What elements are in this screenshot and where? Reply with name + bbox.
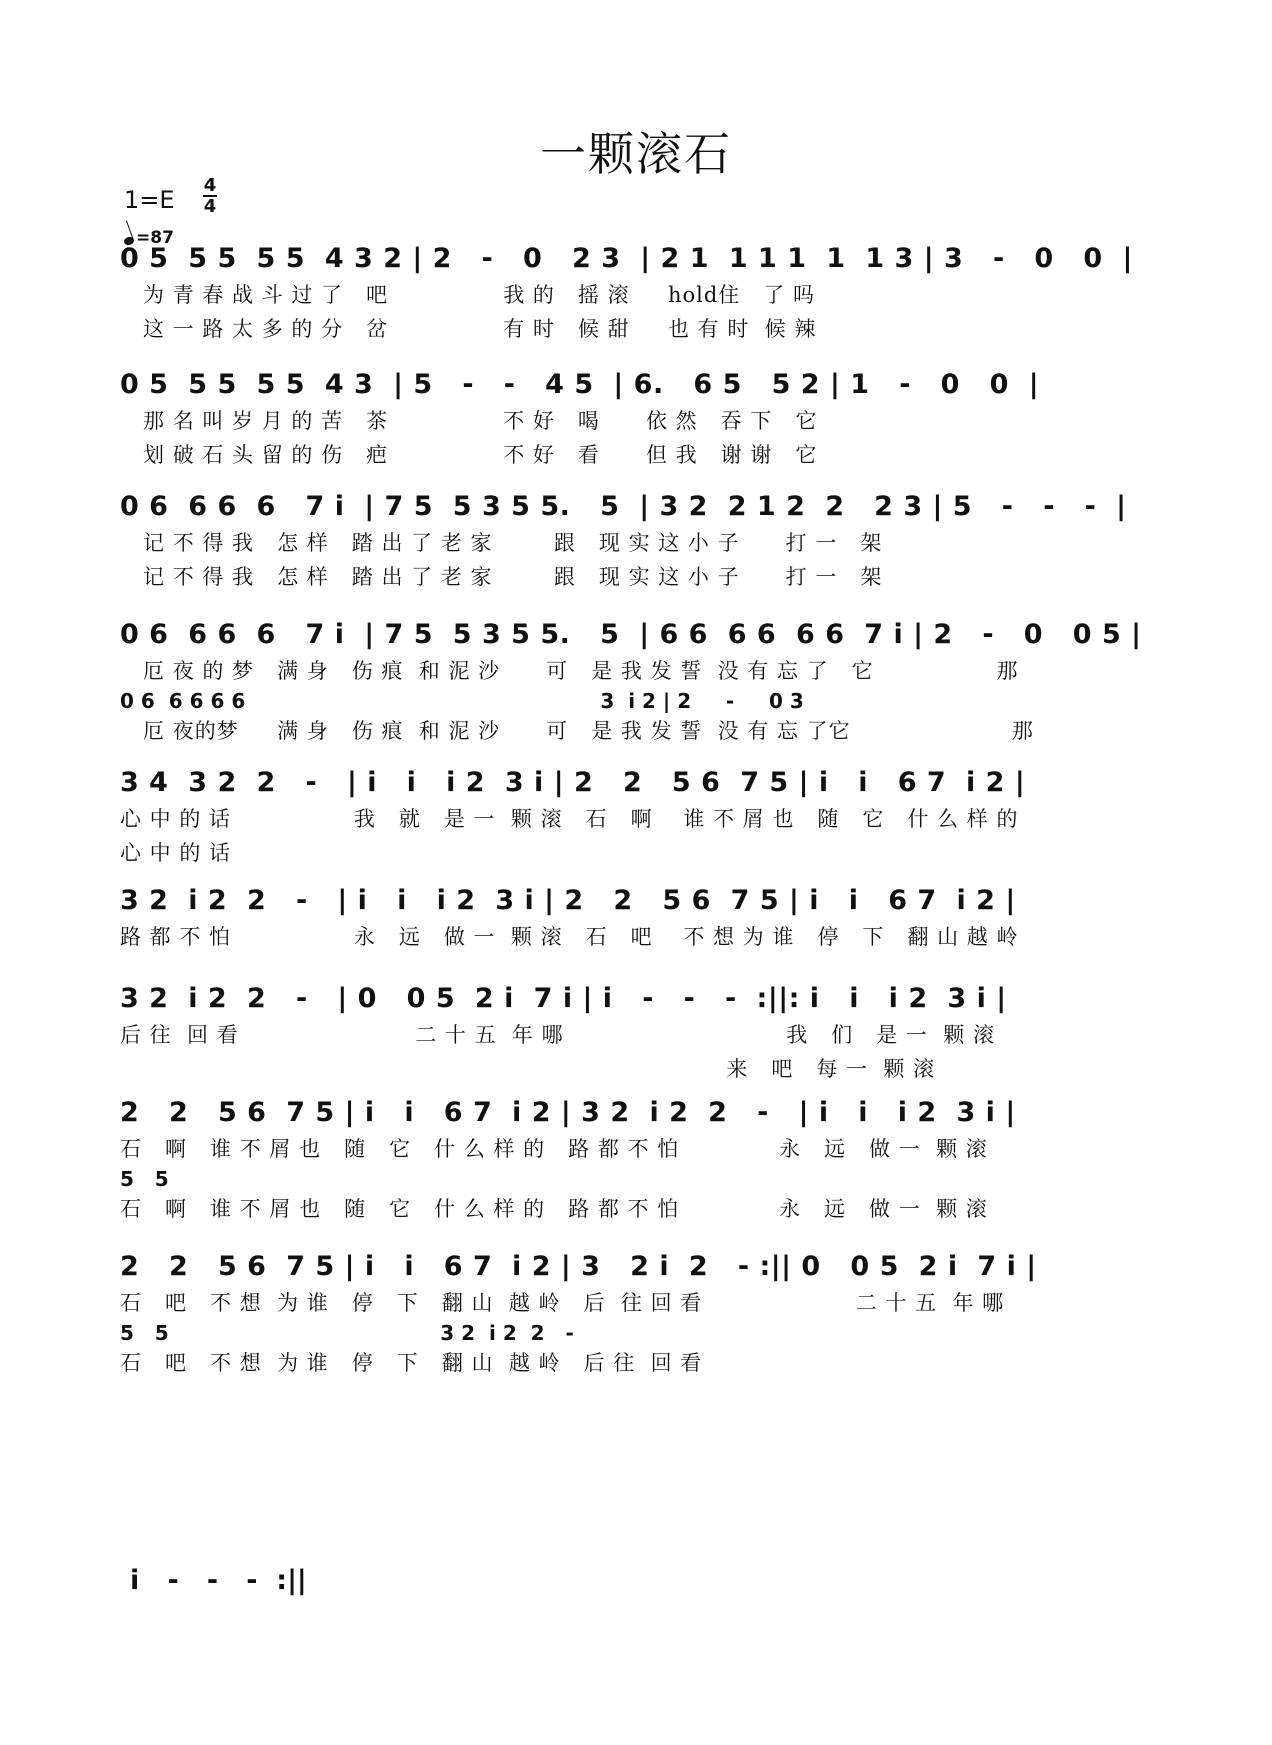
time-signature [200, 176, 220, 216]
lyric-verse-1: 后 往 回 看 二 十 五 年 哪 我 们 是 一 颗 滚 [120, 1023, 995, 1047]
lyric-verse-1: 石 吧 不 想 为 谁 停 下 翻 山 越 岭 后 往 回 看 二 十 五 年 哪 [120, 1291, 1005, 1315]
notes-line: 0 5 5 5 5 5 4 3 2 | 2 - 0 2 3 | 2 1 1 1 1 1 1 3 | 3 - 0 0 | [120, 243, 1133, 274]
alt-notes-line: 5 5 [120, 1167, 169, 1191]
lyric-verse-2: 心 中 的 话 [120, 841, 232, 865]
lyric-verse-2: 这 一 路 太 多 的 分 岔 有 时 候 甜 也 有 时 候 辣 [120, 317, 817, 341]
lyric-alt: 石 啊 谁 不 屑 也 随 它 什 么 样 的 路 都 不 怕 永 远 做 一 颗 滚 [120, 1197, 988, 1221]
system-4 [120, 616, 1160, 748]
lyric-verse-1: 记 不 得 我 怎 样 踏 出 了 老 家 跟 现 实 这 小 子 打 一 架 [120, 531, 883, 555]
notes-line: 2 2 5 6 7 5 | i i 6 7 i 2 | 3 2 i 2 - :|| 0 0 5 2 i 7 i | [120, 1251, 1037, 1282]
lyric-verse-2: 记 不 得 我 怎 样 踏 出 了 老 家 跟 现 实 这 小 子 打 一 架 [120, 565, 883, 589]
notes-line: 3 2 i 2 2 - | i i i 2 3 i | 2 2 5 6 7 5 | i i 6 7 i 2 | [120, 885, 1016, 916]
system-3 [120, 488, 1160, 594]
lyric-verse-1: 为 青 春 战 斗 过 了 吧 我 的 摇 滚 hold住 了 吗 [120, 283, 816, 307]
system-2 [120, 366, 1160, 472]
lyric-alt: 厄 夜的梦 满 身 伤 痕 和 泥 沙 可 是 我 发 誓 没 有 忘 了它 那 [120, 719, 1034, 743]
lyric-verse-2: 划 破 石 头 留 的 伤 疤 不 好 看 但 我 谢 谢 它 [120, 443, 818, 467]
lyric-verse-1: 路 都 不 怕 永 远 做 一 颗 滚 石 吧 不 想 为 谁 停 下 翻 山 越 岭 [120, 925, 1019, 949]
system-5 [120, 764, 1160, 870]
system-7 [120, 980, 1160, 1086]
notes-line: 3 4 3 2 2 - | i i i 2 3 i | 2 2 5 6 7 5 | i i 6 7 i 2 | [120, 767, 1026, 798]
ending-measure: i - - - :|| [130, 1565, 307, 1596]
lyric-verse-1: 厄 夜 的 梦 满 身 伤 痕 和 泥 沙 可 是 我 发 誓 没 有 忘 了 它 那 [120, 659, 1019, 683]
system-1 [120, 240, 1160, 346]
notes-line: 0 6 6 6 6 7 i | 7 5 5 3 5 5. 5 | 3 2 2 1 2 2 2 3 | 5 - - - | [120, 491, 1127, 522]
notes-line: 2 2 5 6 7 5 | i i 6 7 i 2 | 3 2 i 2 2 - | i i i 2 3 i | [120, 1097, 1016, 1128]
alt-notes-line: 0 6 6 6 6 6 3 i 2 | 2 - 0 3 [120, 689, 804, 713]
notes-line: 0 5 5 5 5 5 4 3 | 5 - - 4 5 | 6. 6 5 5 2 | 1 - 0 0 | [120, 369, 1040, 400]
lyric-alt: 石 吧 不 想 为 谁 停 下 翻 山 越 岭 后 往 回 看 [120, 1351, 703, 1375]
system-8 [120, 1094, 1160, 1226]
notes-line: 0 6 6 6 6 7 i | 7 5 5 3 5 5. 5 | 6 6 6 6 6 6 7 i | 2 - 0 0 5 | [120, 619, 1142, 650]
system-9 [120, 1248, 1160, 1380]
lyric-verse-1: 心 中 的 话 我 就 是 一 颗 滚 石 啊 谁 不 屑 也 随 它 什 么 样 的 [120, 807, 1019, 831]
song-title: 一颗滚石 [540, 127, 732, 181]
key-signature: 1=E [124, 186, 175, 214]
tempo-value: =87 [136, 228, 174, 248]
lyric-verse-2: 来 吧 每 一 颗 滚 [120, 1057, 936, 1081]
time-signature-bottom: 4 [203, 196, 217, 217]
system-6 [120, 882, 1160, 954]
lyric-verse-1: 石 啊 谁 不 屑 也 随 它 什 么 样 的 路 都 不 怕 永 远 做 一 颗 滚 [120, 1137, 988, 1161]
time-signature-top: 4 [203, 175, 217, 196]
lyric-verse-1: 那 名 叫 岁 月 的 苦 茶 不 好 喝 依 然 吞 下 它 [120, 409, 818, 433]
notes-line: 3 2 i 2 2 - | 0 0 5 2 i 7 i | i - - - :||: i i i 2 3 i | [120, 983, 1007, 1014]
alt-notes-line: 5 5 3 2 i 2 2 - [120, 1321, 574, 1345]
